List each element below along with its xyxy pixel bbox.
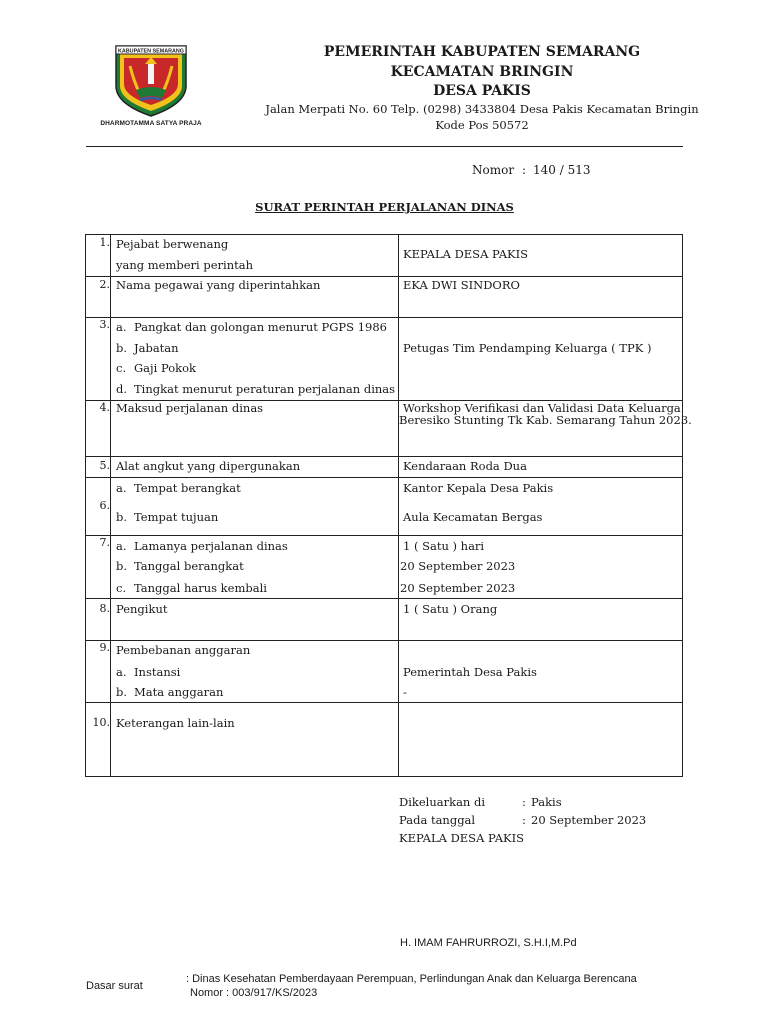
row-value: Kantor Kepala Desa Pakis <box>403 481 554 495</box>
issued-date-label: Pada tanggal <box>399 813 476 827</box>
row-label: Tempat tujuan <box>134 510 219 524</box>
row-letter: c. <box>116 361 127 375</box>
row-label: Pengikut <box>116 602 168 616</box>
issued-date-value: 20 September 2023 <box>531 813 647 827</box>
row-letter: a. <box>116 481 127 495</box>
row-label: yang memberi perintah <box>116 258 254 272</box>
row-letter: c. <box>116 581 127 595</box>
row-letter: a. <box>116 665 127 679</box>
nomor-label: Nomor <box>472 163 515 177</box>
row-letter: b. <box>116 559 128 573</box>
row-divider <box>86 477 682 478</box>
row-number: 2. <box>99 278 110 291</box>
row-value: 20 September 2023 <box>400 559 516 573</box>
row-label: Tanggal berangkat <box>134 559 244 573</box>
row-divider <box>86 317 682 318</box>
row-letter: a. <box>116 320 127 334</box>
dasar-surat-reference: : Dinas Kesehatan Pemberdayaan Perempuan, Perlindungan Anak dan Keluarga Berencana <box>186 973 637 985</box>
row-value: Kendaraan Roda Dua <box>403 459 527 473</box>
row-label: Tingkat menurut peraturan perjalanan dinas <box>134 382 396 396</box>
row-number: 4. <box>99 401 110 414</box>
header-government: PEMERINTAH KABUPATEN SEMARANG <box>323 44 641 60</box>
row-value: - <box>403 685 407 699</box>
row-number: 8. <box>99 602 110 615</box>
row-number: 9. <box>99 641 110 654</box>
row-label: Mata anggaran <box>134 685 224 699</box>
row-label: Maksud perjalanan dinas <box>116 401 264 415</box>
row-value: KEPALA DESA PAKIS <box>403 247 529 261</box>
row-number: 1. <box>99 236 110 249</box>
regency-logo <box>100 42 202 127</box>
row-label: Instansi <box>134 665 181 679</box>
travel-order-table <box>85 234 692 777</box>
row-label: Tanggal harus kembali <box>134 581 267 595</box>
letterhead-divider <box>86 146 683 147</box>
row-divider <box>86 702 682 703</box>
issued-place-value: Pakis <box>531 795 562 809</box>
header-postal-code: Kode Pos 50572 <box>435 118 529 132</box>
row-label: Tempat berangkat <box>134 481 241 495</box>
dasar-surat-label: Dasar surat <box>86 980 143 992</box>
row-label: Nama pegawai yang diperintahkan <box>116 278 321 292</box>
header-district: KECAMATAN BRINGIN <box>390 64 574 80</box>
header-village: DESA PAKIS <box>433 83 531 99</box>
row-value: Beresiko Stunting Tk Kab. Semarang Tahun 2023. <box>399 413 692 427</box>
dasar-surat-number: Nomor : 003/917/KS/2023 <box>190 987 318 999</box>
issued-place-colon: : <box>522 795 526 809</box>
row-label: Lamanya perjalanan dinas <box>134 539 288 553</box>
row-value: 1 ( Satu ) Orang <box>403 602 498 616</box>
row-divider <box>86 640 682 641</box>
header-address: Jalan Merpati No. 60 Telp. (0298) 3433804 Desa Pakis Kecamatan Bringin <box>265 102 699 116</box>
document-title: SURAT PERINTAH PERJALANAN DINAS <box>255 200 514 214</box>
row-number: 5. <box>99 459 110 472</box>
row-letter: b. <box>116 510 128 524</box>
row-value: 20 September 2023 <box>400 581 516 595</box>
issued-date-colon: : <box>522 813 526 827</box>
nomor-colon: : <box>522 163 527 177</box>
row-divider <box>86 598 682 599</box>
row-value: EKA DWI SINDORO <box>403 278 520 292</box>
row-letter: d. <box>116 382 128 396</box>
row-label: Pangkat dan golongan menurut PGPS 1986 <box>134 320 387 334</box>
row-divider <box>86 276 682 277</box>
row-value: Pemerintah Desa Pakis <box>403 665 537 679</box>
row-label: Pembebanan anggaran <box>116 643 251 657</box>
row-number: 3. <box>99 318 110 331</box>
row-value: Petugas Tim Pendamping Keluarga ( TPK ) <box>403 341 652 355</box>
row-label: Keterangan lain-lain <box>116 716 235 730</box>
row-label: Alat angkut yang dipergunakan <box>116 459 301 473</box>
issued-place-label: Dikeluarkan di <box>399 795 486 809</box>
row-value: Workshop Verifikasi dan Validasi Data Keluarga <box>403 401 681 415</box>
row-number: 7. <box>99 536 110 549</box>
row-number: 6. <box>99 499 110 512</box>
signer-position: KEPALA DESA PAKIS <box>399 831 525 845</box>
row-letter: a. <box>116 539 127 553</box>
signer-name: H. IMAM FAHRURROZI, S.H.I,M.Pd <box>400 937 577 949</box>
row-value: Aula Kecamatan Bergas <box>403 510 543 524</box>
row-label: Jabatan <box>134 341 179 355</box>
logo-banner-text: KABUPATEN SEMARANG <box>118 48 184 55</box>
row-label: Gaji Pokok <box>134 361 196 375</box>
logo-motto: DHARMOTAMMA SATYA PRAJA <box>100 120 202 127</box>
row-label: Pejabat berwenang <box>116 237 229 251</box>
nomor-value: 140 / 513 <box>533 163 591 177</box>
row-number: 10. <box>92 716 110 729</box>
row-letter: b. <box>116 341 128 355</box>
row-value: 1 ( Satu ) hari <box>403 539 485 553</box>
row-divider <box>86 456 682 457</box>
row-letter: b. <box>116 685 128 699</box>
row-divider <box>86 535 682 536</box>
